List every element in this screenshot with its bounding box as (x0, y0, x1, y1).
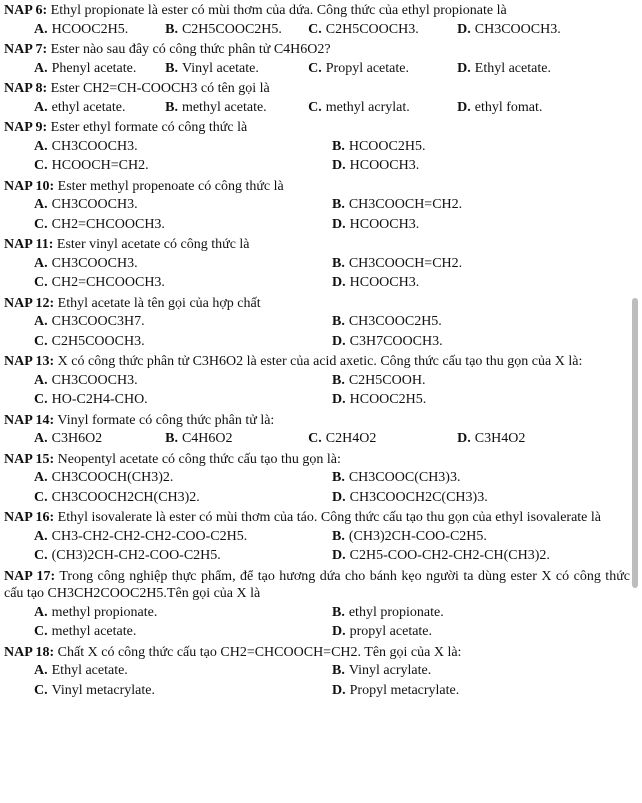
answer-options (4, 254, 630, 293)
answer-options (4, 371, 630, 410)
option-text: CH3COOCH(CH3)2. (51, 470, 174, 485)
option-key: C. (308, 60, 322, 76)
question-text: Ethyl isovalerate là ester có mùi thơm của táo. Công thức cấu tạo thu gọn của ethyl isovalerate là (57, 510, 601, 525)
answer-option (332, 157, 630, 175)
answer-option (308, 430, 457, 448)
option-text: C3H7COOCH3. (349, 333, 443, 349)
option-text: Ethyl acetate. (474, 60, 551, 76)
question-text: Chất X có công thức cấu tạo CH2=CHCOOCH=CH2. Tên gọi của X là: (57, 644, 462, 660)
answer-options (4, 312, 630, 351)
answer-option (34, 255, 332, 273)
option-text: CH3COOCH3. (474, 21, 561, 37)
question-number: NAP 14: (4, 412, 55, 428)
answer-option (34, 662, 332, 680)
option-key: C. (308, 99, 322, 115)
option-key: B. (332, 663, 345, 678)
option-text: Propyl acetate. (325, 60, 409, 76)
option-text: CH2=CHCOOCH3. (51, 275, 165, 290)
option-key: A. (34, 99, 48, 115)
answer-option (34, 60, 165, 78)
answer-options (4, 603, 630, 642)
answer-option (332, 528, 630, 546)
document-page (4, 2, 630, 702)
option-key: D. (332, 392, 346, 407)
option-key: D. (332, 333, 346, 349)
option-key: B. (332, 138, 345, 154)
option-text: ethyl acetate. (51, 99, 126, 115)
question-number: NAP 12: (4, 295, 55, 311)
option-key: A. (34, 372, 48, 388)
answer-option (34, 372, 332, 390)
question-number: NAP 16: (4, 510, 55, 525)
answer-option (332, 313, 630, 331)
option-key: D. (457, 21, 471, 37)
answer-option (308, 21, 457, 39)
answer-option (332, 489, 630, 507)
answer-option (34, 547, 332, 565)
option-text: CH3COOCH3. (51, 197, 138, 212)
question-number: NAP 9: (4, 120, 48, 135)
option-key: A. (34, 138, 48, 154)
question-stem (4, 568, 630, 603)
question-stem (4, 295, 630, 313)
question-11 (4, 236, 630, 293)
question-16 (4, 509, 630, 566)
question-17 (4, 568, 630, 642)
answer-option (457, 99, 600, 117)
question-stem (4, 2, 630, 20)
option-text: HCOOCH3. (349, 275, 420, 290)
option-key: C. (34, 682, 48, 698)
option-key: C. (34, 489, 48, 505)
option-text: Phenyl acetate. (51, 60, 137, 76)
answer-option (332, 138, 630, 156)
option-text: C3H6O2 (51, 431, 103, 446)
question-stem (4, 41, 630, 59)
question-stem (4, 236, 630, 254)
option-text: CH3COOCH3. (51, 138, 138, 154)
answer-options (4, 527, 630, 566)
option-text: HCOOCH3. (349, 216, 420, 232)
option-key: C. (34, 333, 48, 349)
option-text: HO-C2H4-CHO. (51, 392, 148, 407)
option-text: HCOOC2H5. (348, 138, 426, 154)
question-text: Ethyl propionate là ester có mùi thơm của dứa. Công thức của ethyl propionate là (50, 3, 507, 18)
question-text: X có công thức phân tử C3H6O2 là ester của acid axetic. Công thức cấu tạo thu gọn của X là: (57, 354, 583, 369)
option-text: C2H5COOC2H5. (181, 21, 282, 37)
question-9 (4, 119, 630, 176)
option-key: B. (332, 604, 345, 620)
option-text: CH3COOCH3. (51, 255, 138, 271)
answer-option (457, 21, 600, 39)
option-text: Vinyl acetate. (181, 60, 259, 76)
option-text: CH3COOCH=CH2. (348, 197, 463, 212)
option-key: D. (332, 682, 346, 698)
answer-options (4, 468, 630, 507)
answer-option (34, 21, 165, 39)
option-text: HCOOC2H5. (51, 21, 129, 37)
answer-options (4, 20, 630, 40)
answer-option (34, 623, 332, 641)
option-text: CH3COOCH2CH(CH3)2. (51, 489, 200, 505)
answer-options (4, 195, 630, 234)
answer-option (165, 430, 308, 448)
answer-option (34, 313, 332, 331)
option-text: C2H4O2 (325, 431, 377, 446)
answer-option (308, 60, 457, 78)
answer-option (332, 469, 630, 487)
option-key: C. (308, 21, 322, 37)
option-text: CH3-CH2-CH2-CH2-COO-C2H5. (51, 528, 248, 544)
answer-option (332, 372, 630, 390)
question-number: NAP 18: (4, 644, 55, 660)
answer-option (34, 196, 332, 214)
option-key: D. (457, 60, 471, 76)
answer-option (34, 469, 332, 487)
question-stem (4, 353, 630, 371)
option-text: CH3COOCH3. (51, 372, 138, 388)
option-text: ethyl propionate. (348, 604, 444, 620)
question-stem (4, 451, 630, 469)
answer-option (34, 138, 332, 156)
option-text: (CH3)2CH-COO-C2H5. (348, 528, 487, 544)
question-text: Ester vinyl acetate có công thức là (56, 237, 250, 252)
question-number: NAP 10: (4, 178, 55, 194)
option-text: C2H5-COO-CH2-CH2-CH(CH3)2. (349, 548, 550, 563)
answer-option (332, 333, 630, 351)
question-15 (4, 451, 630, 508)
answer-option (34, 216, 332, 234)
option-text: C4H6O2 (181, 431, 233, 446)
question-7 (4, 41, 630, 78)
question-text: Vinyl formate có công thức phân tử là: (57, 412, 275, 428)
option-text: Ethyl acetate. (51, 663, 128, 678)
option-key: A. (34, 314, 48, 329)
question-number: NAP 8: (4, 81, 48, 96)
option-text: C2H5COOH. (348, 372, 426, 388)
option-key: A. (34, 60, 48, 76)
option-key: B. (165, 21, 178, 37)
option-text: Vinyl metacrylate. (51, 682, 155, 698)
option-key: D. (332, 158, 346, 173)
answer-option (34, 430, 165, 448)
answer-option (332, 623, 630, 641)
option-text: ethyl fomat. (474, 99, 543, 115)
question-number: NAP 7: (4, 42, 48, 57)
answer-option (457, 60, 600, 78)
option-key: C. (34, 216, 48, 232)
question-text: Ester nào sau đây có công thức phân tử C4H6O2? (50, 42, 331, 57)
question-text: Ester ethyl formate có công thức là (50, 120, 248, 135)
option-text: HCOOCH3. (349, 158, 420, 173)
option-key: D. (332, 624, 346, 639)
question-6 (4, 2, 630, 39)
vertical-scrollbar[interactable] (632, 298, 638, 588)
option-key: B. (332, 314, 345, 329)
option-key: B. (332, 255, 345, 271)
option-key: D. (457, 99, 471, 115)
answer-option (34, 528, 332, 546)
option-text: CH3COOCH=CH2. (348, 255, 463, 271)
answer-option (34, 274, 332, 292)
answer-option (165, 21, 308, 39)
answer-option (332, 547, 630, 565)
answer-option (457, 430, 600, 448)
question-stem (4, 644, 630, 662)
answer-option (34, 489, 332, 507)
answer-option (34, 99, 165, 117)
option-text: CH3COOC(CH3)3. (348, 470, 461, 485)
option-key: C. (34, 624, 48, 639)
option-key: D. (332, 548, 346, 563)
option-key: B. (165, 99, 178, 115)
question-8 (4, 80, 630, 117)
option-key: A. (34, 528, 48, 544)
option-key: A. (34, 21, 48, 37)
option-key: B. (165, 431, 178, 446)
option-key: A. (34, 255, 48, 271)
question-list (4, 2, 630, 700)
question-number: NAP 15: (4, 451, 55, 467)
option-key: B. (332, 197, 345, 212)
answer-options (4, 98, 630, 118)
answer-option (332, 604, 630, 622)
answer-options (4, 429, 630, 449)
question-text: Trong công nghiệp thực phẩm, để tạo hương dứa cho bánh kẹo người ta dùng ester X có công thức cấu tạo CH3CH2COOC2H5.Tên gọi của X là (4, 568, 630, 601)
option-text: C3H4O2 (474, 431, 526, 446)
question-number: NAP 11: (4, 237, 54, 252)
question-text: Ester CH2=CH-COOCH3 có tên gọi là (50, 81, 270, 96)
option-key: B. (332, 372, 345, 388)
option-key: A. (34, 604, 48, 620)
option-key: C. (34, 275, 48, 290)
option-text: HCOOCH=CH2. (51, 158, 149, 173)
question-text: Ethyl acetate là tên gọi của hợp chất (57, 295, 261, 311)
option-text: CH3COOCH2C(CH3)3. (349, 489, 488, 505)
question-stem (4, 509, 630, 527)
answer-option (332, 662, 630, 680)
option-key: B. (332, 528, 345, 544)
option-key: C. (34, 158, 48, 173)
answer-option (34, 682, 332, 700)
answer-option (332, 216, 630, 234)
question-10 (4, 178, 630, 235)
answer-options (4, 661, 630, 700)
question-number: NAP 13: (4, 354, 55, 369)
option-text: propyl acetate. (349, 624, 433, 639)
answer-option (165, 99, 308, 117)
option-key: B. (332, 470, 345, 485)
option-key: A. (34, 470, 48, 485)
option-key: D. (332, 216, 346, 232)
answer-option (165, 60, 308, 78)
answer-option (34, 604, 332, 622)
option-key: D. (332, 275, 346, 290)
question-stem (4, 119, 630, 137)
answer-option (332, 274, 630, 292)
option-text: CH2=CHCOOCH3. (51, 216, 165, 232)
question-12 (4, 295, 630, 352)
answer-option (332, 391, 630, 409)
option-text: (CH3)2CH-CH2-COO-C2H5. (51, 548, 221, 563)
answer-options (4, 137, 630, 176)
question-18 (4, 644, 630, 701)
answer-option (34, 333, 332, 351)
question-number: NAP 17: (4, 568, 56, 584)
option-text: methyl acetate. (181, 99, 267, 115)
option-key: C. (34, 548, 48, 563)
answer-option (34, 391, 332, 409)
question-stem (4, 412, 630, 430)
question-stem (4, 80, 630, 98)
option-key: C. (308, 431, 322, 446)
option-text: C2H5COOCH3. (51, 333, 145, 349)
answer-options (4, 59, 630, 79)
option-key: D. (457, 431, 471, 446)
option-text: methyl acrylat. (325, 99, 410, 115)
option-text: CH3COOC2H5. (348, 314, 442, 329)
answer-option (332, 255, 630, 273)
option-text: Vinyl acrylate. (348, 663, 432, 678)
question-text: Neopentyl acetate có công thức cấu tạo thu gọn là: (57, 451, 341, 467)
option-key: D. (332, 489, 346, 505)
option-key: A. (34, 431, 48, 446)
option-text: methyl propionate. (51, 604, 158, 620)
option-text: C2H5COOCH3. (325, 21, 419, 37)
question-text: Ester methyl propenoate có công thức là (57, 178, 284, 194)
answer-option (332, 196, 630, 214)
option-key: A. (34, 197, 48, 212)
option-text: CH3COOC3H7. (51, 314, 145, 329)
answer-option (308, 99, 457, 117)
question-number: NAP 6: (4, 3, 48, 18)
option-text: methyl acetate. (51, 624, 137, 639)
option-key: B. (165, 60, 178, 76)
answer-option (34, 157, 332, 175)
option-key: C. (34, 392, 48, 407)
option-text: HCOOC2H5. (349, 392, 427, 407)
option-key: A. (34, 663, 48, 678)
question-14 (4, 412, 630, 449)
question-13 (4, 353, 630, 410)
question-stem (4, 178, 630, 196)
answer-option (332, 682, 630, 700)
option-text: Propyl metacrylate. (349, 682, 460, 698)
